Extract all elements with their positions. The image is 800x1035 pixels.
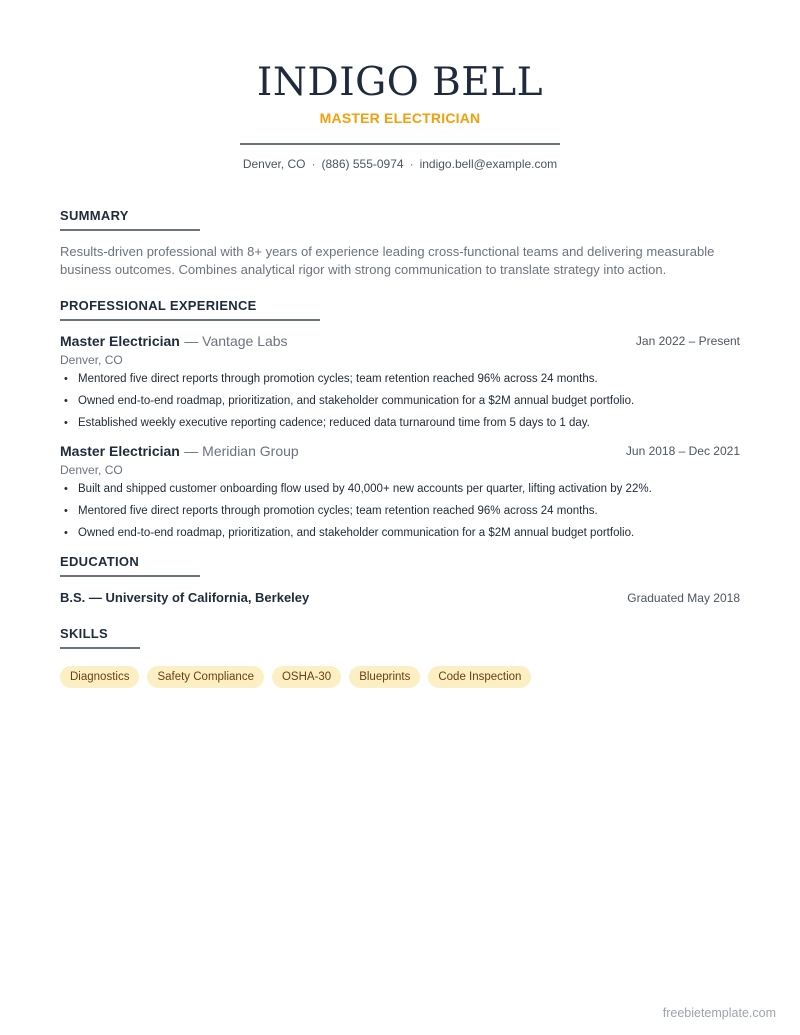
contact-line: [0, 156, 800, 172]
job-bullets: [60, 368, 740, 434]
job-location: Denver, CO: [60, 463, 123, 477]
job-bullets: [60, 478, 740, 544]
skill-chip: Safety Compliance: [147, 666, 264, 688]
bullet-icon: •: [64, 483, 68, 495]
bullet-icon: •: [64, 395, 68, 407]
job-dates: Jan 2022 – Present: [635, 334, 740, 348]
job-company: — Vantage Labs: [184, 333, 288, 349]
education-degree: B.S. — University of California, Berkeley: [60, 590, 310, 605]
bullet-text: Built and shipped customer onboarding flow used by 40,000+ new accounts per quarter, lifting activation by 22%.: [78, 483, 652, 495]
job-entry: [60, 441, 740, 544]
summary-heading: SUMMARY: [60, 208, 129, 223]
list-item: [60, 478, 740, 500]
education-heading: EDUCATION: [60, 554, 140, 569]
bullet-icon: •: [64, 527, 68, 539]
education-divider: [60, 575, 200, 577]
job-company: — Meridian Group: [184, 443, 299, 459]
job-role: Master Electrician: [60, 333, 180, 349]
contact-phone: (886) 555-0974: [321, 157, 404, 171]
job-dates: Jun 2018 – Dec 2021: [625, 444, 740, 458]
bullet-text: Mentored five direct reports through promotion cycles; team retention reached 96% across 24 months.: [78, 505, 598, 517]
skills-heading: SKILLS: [60, 626, 109, 641]
skill-chip: Diagnostics: [60, 666, 139, 688]
bullet-text: Established weekly executive reporting cadence; reduced data turnaround time from 5 days to 1 day.: [78, 417, 590, 429]
header-divider: [240, 143, 560, 145]
contact-separator: ·: [409, 157, 414, 171]
bullet-icon: •: [64, 417, 68, 429]
experience-heading: PROFESSIONAL EXPERIENCE: [60, 298, 257, 313]
bullet-icon: •: [64, 505, 68, 517]
list-item: [60, 522, 740, 544]
bullet-icon: •: [64, 373, 68, 385]
contact-email: indigo.bell@example.com: [419, 157, 558, 171]
resume-header: [0, 59, 800, 127]
bullet-text: Owned end-to-end roadmap, prioritization, and stakeholder communication for a $2M annual budget portfolio.: [78, 527, 635, 539]
list-item: [60, 500, 740, 522]
summary-divider: [60, 229, 200, 231]
skills-list: [60, 666, 740, 688]
skill-chip: OSHA-30: [272, 666, 341, 688]
education-date: Graduated May 2018: [627, 591, 740, 605]
list-item: [60, 412, 740, 434]
bullet-text: Owned end-to-end roadmap, prioritization, and stakeholder communication for a $2M annual budget portfolio.: [78, 395, 635, 407]
candidate-title: MASTER ELECTRICIAN: [319, 110, 481, 126]
footer-watermark: freebietemplate.com: [662, 1006, 776, 1020]
skills-divider: [60, 647, 140, 649]
candidate-name: INDIGO BELL: [256, 60, 544, 105]
job-role: Master Electrician: [60, 443, 180, 459]
job-header: [60, 331, 740, 351]
contact-separator: ·: [311, 157, 316, 171]
education-entry: [60, 589, 740, 607]
skill-chip: Blueprints: [349, 666, 420, 688]
list-item: [60, 390, 740, 412]
job-header: [60, 441, 740, 461]
bullet-text: Mentored five direct reports through promotion cycles; team retention reached 96% across 24 months.: [78, 373, 598, 385]
skill-chip: Code Inspection: [428, 666, 531, 688]
summary-text: Results-driven professional with 8+ years of experience leading cross-functional teams and delivering measurable business outcomes. Combines analytical rigor with strong communication to translate strategy into action.: [60, 244, 715, 277]
list-item: [60, 368, 740, 390]
experience-divider: [60, 319, 320, 321]
job-entry: [60, 331, 740, 434]
job-location: Denver, CO: [60, 353, 123, 367]
contact-location: Denver, CO: [242, 157, 306, 171]
